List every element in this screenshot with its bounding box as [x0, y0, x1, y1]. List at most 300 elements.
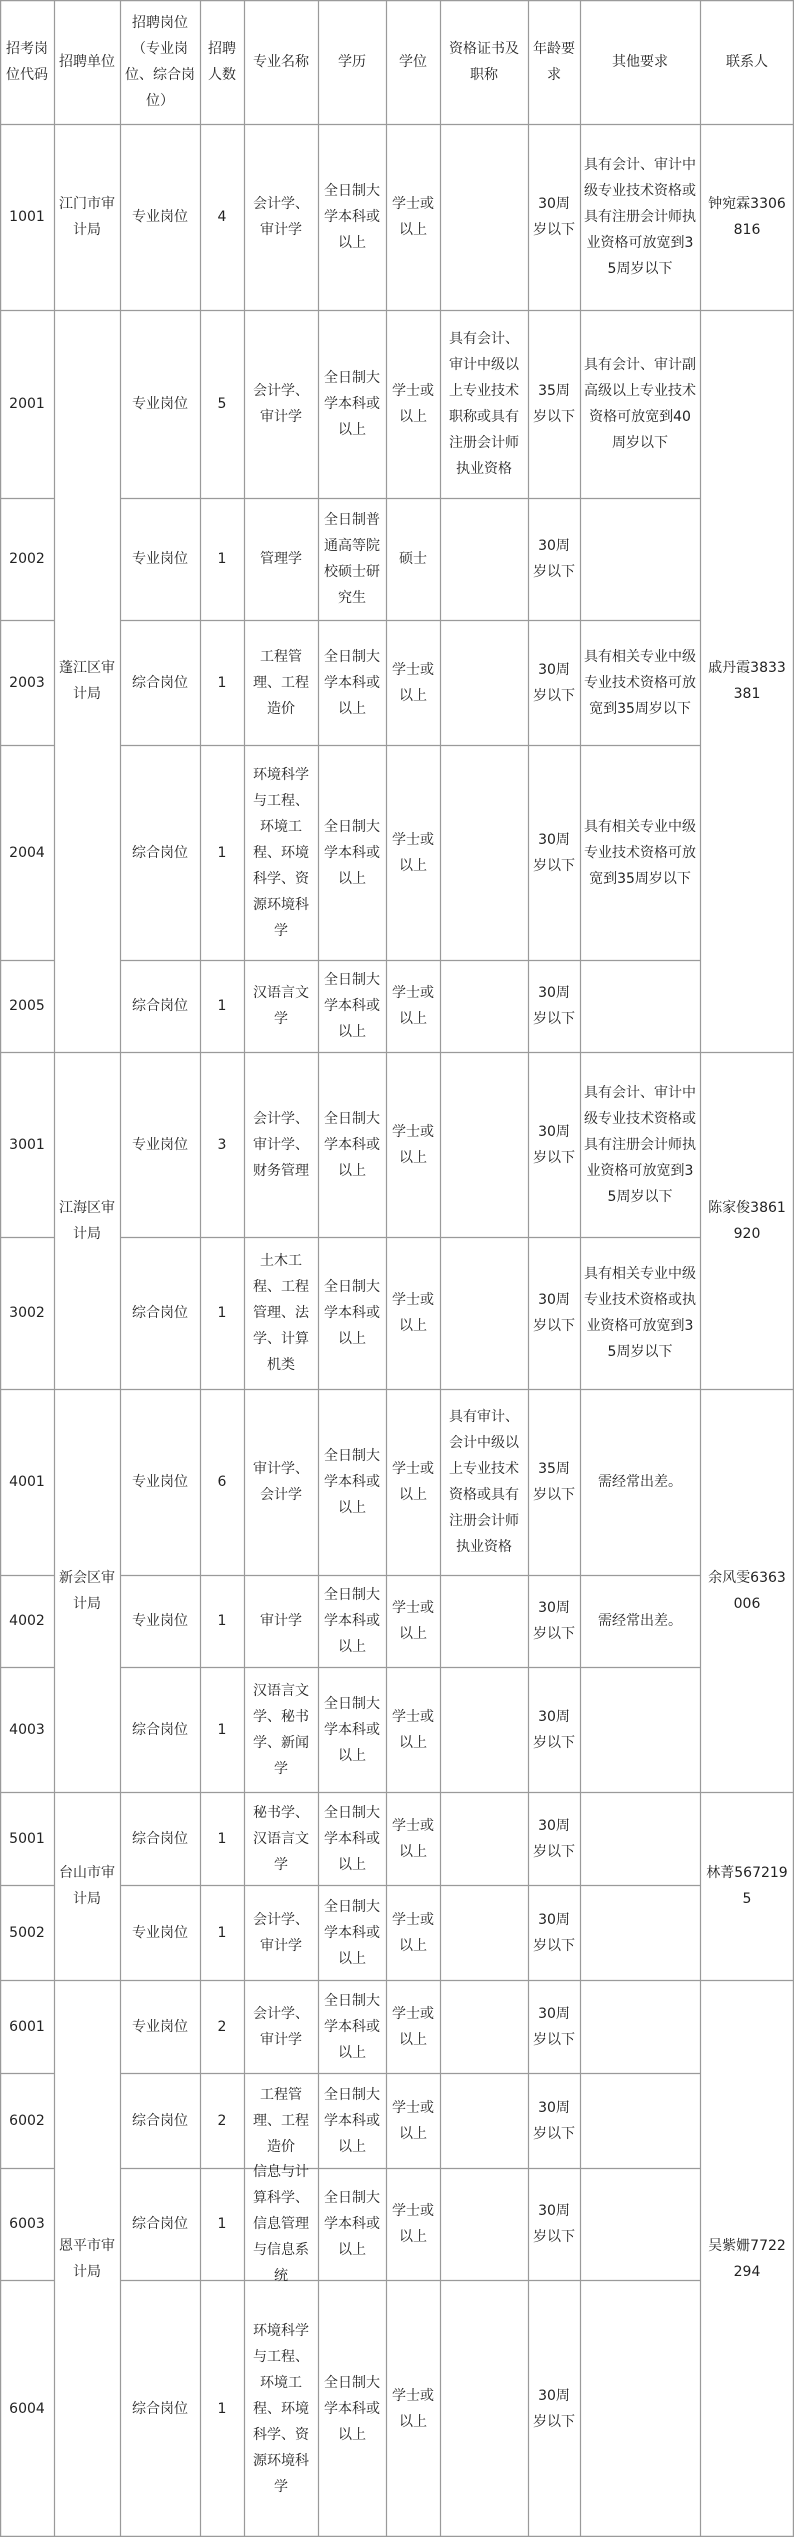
cell-age-text: 30周岁以下	[533, 2099, 575, 2142]
cell-count	[200, 1237, 244, 1389]
cell-degree-text: 学士或以上	[392, 196, 434, 238]
cell-age-text: 30周岁以下	[533, 196, 575, 238]
cell-age-text: 30周岁以下	[533, 1911, 575, 1954]
cell-position-text: 综合岗位	[132, 2112, 188, 2129]
cell-position	[120, 960, 200, 1052]
cell-position-text: 综合岗位	[132, 998, 188, 1014]
cell-position-text: 综合岗位	[132, 2400, 188, 2417]
cell-age-text: 30周岁以下	[533, 661, 575, 704]
cell-code-text: 1001	[9, 209, 45, 225]
header-contact-text: 联系人	[726, 54, 768, 70]
cell-count-text: 2	[217, 2018, 227, 2035]
cell-education-text: 全日制大学本科或以上	[324, 370, 380, 438]
cell-education-text: 全日制普通高等院校硕士研究生	[324, 512, 380, 606]
cell-position	[120, 745, 200, 960]
cell-position	[120, 1792, 200, 1885]
cell-major	[244, 960, 318, 1052]
cell-degree-text: 学士或以上	[392, 1123, 434, 1166]
cell-code-text: 2005	[9, 998, 45, 1014]
cell-certificate	[440, 2073, 528, 2168]
cell-count	[200, 2073, 244, 2168]
unit-name	[54, 1389, 120, 1792]
cell-code	[0, 1885, 54, 1980]
cell-code-text: 6001	[9, 2018, 45, 2035]
cell-degree-text: 学士或以上	[392, 1708, 434, 1751]
cell-major-text: 信息与计算科学、信息管理与信息系统	[253, 2164, 309, 2284]
header-age	[528, 0, 580, 124]
cell-degree-text: 学士或以上	[392, 831, 434, 874]
cell-certificate	[440, 620, 528, 745]
cell-position-text: 专业岗位	[132, 1136, 188, 1153]
unit-contact-text: 陈家俊3861920	[708, 1199, 786, 1242]
unit-name	[54, 310, 120, 1052]
cell-position	[120, 1052, 200, 1237]
cell-age-text: 30周岁以下	[533, 2387, 575, 2430]
cell-code	[0, 2168, 54, 2280]
cell-code-text: 4003	[9, 1721, 45, 1738]
header-age-text: 年龄要求	[533, 41, 575, 83]
header-count	[200, 0, 244, 124]
cell-other	[580, 124, 700, 310]
cell-code	[0, 1980, 54, 2073]
cell-certificate	[440, 1389, 528, 1575]
cell-count-text: 5	[217, 396, 227, 412]
cell-other	[580, 1885, 700, 1980]
cell-degree	[386, 1980, 440, 2073]
cell-position	[120, 1575, 200, 1667]
cell-degree	[386, 1575, 440, 1667]
cell-education	[318, 310, 386, 498]
cell-major-text: 审计学、会计学	[253, 1461, 309, 1503]
unit-name-text: 台山市审计局	[59, 1865, 115, 1907]
unit-contact	[700, 1980, 794, 2537]
unit-contact-text: 戚丹霞3833381	[708, 660, 786, 702]
unit-name-text: 江海区审计局	[59, 1199, 115, 1242]
cell-major-text: 会计学、审计学	[253, 1911, 309, 1954]
cell-major-text: 环境科学与工程、环境工程、环境科学、资源环境科学	[253, 766, 309, 939]
cell-education-text: 全日制大学本科或以上	[324, 1804, 380, 1873]
cell-code-text: 2003	[9, 674, 45, 691]
unit-contact-text: 余风雯6363006	[708, 1569, 786, 1612]
header-position-text: 招聘岗位（专业岗位、综合岗位）	[125, 15, 195, 109]
cell-major	[244, 620, 318, 745]
cell-education	[318, 1052, 386, 1237]
cell-degree-text: 学士或以上	[392, 1461, 434, 1503]
cell-age	[528, 1389, 580, 1575]
unit-name-text: 蓬江区审计局	[59, 660, 115, 702]
cell-degree-text: 学士或以上	[392, 985, 434, 1027]
cell-count-text: 6	[217, 1474, 227, 1490]
cell-position-text: 专业岗位	[132, 1924, 188, 1941]
unit-contact-text: 钟宛霖3306816	[708, 196, 786, 238]
cell-other	[580, 2168, 700, 2280]
cell-education	[318, 498, 386, 620]
cell-other	[580, 1575, 700, 1667]
header-contact	[700, 0, 794, 124]
cell-position-text: 综合岗位	[132, 1830, 188, 1847]
cell-age	[528, 1792, 580, 1885]
cell-degree	[386, 498, 440, 620]
cell-other	[580, 498, 700, 620]
cell-age-text: 30周岁以下	[533, 985, 575, 1027]
cell-major	[244, 2164, 318, 2284]
cell-code-text: 3002	[9, 1305, 45, 1321]
cell-education-text: 全日制大学本科或以上	[324, 1587, 380, 1655]
cell-count	[200, 1389, 244, 1575]
cell-education	[318, 1885, 386, 1980]
cell-degree	[386, 1885, 440, 1980]
cell-education	[318, 2073, 386, 2168]
cell-other-text: 具有会计、审计副高级以上专业技术资格可放宽到40周岁以下	[584, 357, 696, 451]
cell-count-text: 1	[217, 2400, 227, 2417]
cell-education-text: 全日制大学本科或以上	[324, 1898, 380, 1967]
cell-degree-text: 学士或以上	[392, 2099, 434, 2142]
cell-education-text: 全日制大学本科或以上	[324, 648, 380, 717]
header-certificate-text: 资格证书及职称	[449, 41, 519, 83]
header-unit-text: 招聘单位	[59, 54, 115, 70]
header-degree	[386, 0, 440, 124]
cell-education-text: 全日制大学本科或以上	[324, 1695, 380, 1764]
cell-degree-text: 学士或以上	[392, 2203, 434, 2245]
cell-major-text: 会计学、审计学	[253, 383, 309, 425]
cell-major-text: 土木工程、工程管理、法学、计算机类	[253, 1253, 309, 1373]
cell-other	[580, 1792, 700, 1885]
cell-code	[0, 1667, 54, 1792]
cell-code-text: 4001	[9, 1474, 45, 1490]
cell-major	[244, 2073, 318, 2168]
cell-code-text: 2002	[9, 551, 45, 567]
cell-count	[200, 310, 244, 498]
cell-age	[528, 2168, 580, 2280]
cell-education-text: 全日制大学本科或以上	[324, 1279, 380, 1347]
cell-certificate	[440, 745, 528, 960]
cell-age-text: 35周岁以下	[533, 383, 575, 425]
cell-code	[0, 124, 54, 310]
cell-count	[200, 1980, 244, 2073]
cell-education	[318, 745, 386, 960]
cell-position-text: 专业岗位	[132, 2018, 188, 2035]
cell-position-text: 专业岗位	[132, 396, 188, 412]
cell-education	[318, 1389, 386, 1575]
cell-certificate	[440, 498, 528, 620]
unit-contact-text: 吴紫姗7722294	[708, 2237, 786, 2280]
cell-age	[528, 960, 580, 1052]
unit-contact	[700, 1389, 794, 1792]
cell-other	[580, 1237, 700, 1389]
cell-position-text: 综合岗位	[132, 1721, 188, 1738]
cell-count-text: 4	[217, 209, 227, 225]
cell-count-text: 1	[217, 998, 227, 1014]
cell-other	[580, 745, 700, 960]
header-certificate	[440, 0, 528, 124]
cell-major	[244, 1389, 318, 1575]
header-major-text: 专业名称	[253, 54, 309, 70]
cell-degree	[386, 2168, 440, 2280]
unit-name	[54, 1052, 120, 1389]
cell-major-text: 会计学、审计学	[253, 196, 309, 238]
cell-count	[200, 1792, 244, 1885]
cell-age	[528, 745, 580, 960]
unit-name-text: 恩平市审计局	[59, 2237, 115, 2280]
unit-contact	[700, 124, 794, 310]
cell-certificate	[440, 1667, 528, 1792]
cell-position	[120, 310, 200, 498]
cell-code	[0, 2073, 54, 2168]
cell-certificate-text: 具有会计、审计中级以上专业技术职称或具有注册会计师执业资格	[449, 331, 519, 477]
cell-code-text: 2001	[9, 396, 45, 412]
cell-position-text: 专业岗位	[132, 1474, 188, 1490]
cell-count	[200, 1052, 244, 1237]
cell-age-text: 30周岁以下	[533, 2005, 575, 2048]
cell-age-text: 30周岁以下	[533, 1817, 575, 1860]
cell-major	[244, 1980, 318, 2073]
cell-major-text: 会计学、审计学	[253, 2005, 309, 2048]
cell-position	[120, 2073, 200, 2168]
cell-code	[0, 498, 54, 620]
cell-other	[580, 1389, 700, 1575]
cell-code-text: 3001	[9, 1136, 45, 1153]
cell-major	[244, 1237, 318, 1389]
cell-degree	[386, 1389, 440, 1575]
cell-position	[120, 1667, 200, 1792]
cell-degree	[386, 310, 440, 498]
cell-education-text: 全日制大学本科或以上	[324, 1992, 380, 2061]
cell-code	[0, 1792, 54, 1885]
unit-name	[54, 1792, 120, 1980]
cell-code-text: 5002	[9, 1924, 45, 1941]
cell-major	[244, 1052, 318, 1237]
cell-degree	[386, 124, 440, 310]
cell-other-text: 具有相关专业中级专业技术资格或执业资格可放宽到35周岁以下	[584, 1266, 696, 1360]
cell-age	[528, 498, 580, 620]
cell-code	[0, 745, 54, 960]
cell-certificate	[440, 960, 528, 1052]
cell-count-text: 1	[217, 1721, 227, 1738]
cell-education	[318, 2168, 386, 2280]
cell-count	[200, 960, 244, 1052]
cell-education	[318, 960, 386, 1052]
cell-age-text: 30周岁以下	[533, 1708, 575, 1751]
cell-age	[528, 1980, 580, 2073]
cell-major-text: 汉语言文学、秘书学、新闻学	[253, 1682, 309, 1777]
header-other	[580, 0, 700, 124]
unit-name-text: 新会区审计局	[59, 1569, 115, 1612]
cell-major	[244, 1885, 318, 1980]
cell-code	[0, 1575, 54, 1667]
cell-count-text: 2	[217, 2112, 227, 2129]
unit-contact	[700, 310, 794, 1052]
cell-degree	[386, 2073, 440, 2168]
cell-education	[318, 1792, 386, 1885]
cell-other	[580, 620, 700, 745]
cell-count	[200, 1667, 244, 1792]
cell-degree-text: 硕士	[399, 551, 427, 567]
cell-other	[580, 1052, 700, 1237]
cell-certificate	[440, 2280, 528, 2537]
cell-certificate	[440, 1575, 528, 1667]
cell-count-text: 1	[217, 1830, 227, 1847]
cell-degree	[386, 1237, 440, 1389]
cell-position	[120, 1237, 200, 1389]
cell-certificate	[440, 1885, 528, 1980]
cell-count	[200, 2280, 244, 2537]
cell-position	[120, 498, 200, 620]
cell-education	[318, 124, 386, 310]
cell-degree	[386, 960, 440, 1052]
cell-major	[244, 310, 318, 498]
cell-position-text: 综合岗位	[132, 2216, 188, 2232]
cell-code	[0, 1052, 54, 1237]
header-other-text: 其他要求	[612, 54, 668, 70]
cell-position	[120, 1885, 200, 1980]
cell-code-text: 6002	[9, 2112, 45, 2129]
unit-contact	[700, 1052, 794, 1389]
cell-education-text: 全日制大学本科或以上	[324, 183, 380, 251]
cell-code-text: 2004	[9, 844, 45, 861]
cell-education-text: 全日制大学本科或以上	[324, 2086, 380, 2155]
cell-education	[318, 1575, 386, 1667]
cell-other-text: 需经常出差。	[598, 1474, 682, 1490]
header-education-text: 学历	[338, 54, 366, 70]
cell-major-text: 会计学、审计学、财务管理	[253, 1110, 309, 1179]
cell-age-text: 30周岁以下	[533, 1600, 575, 1642]
cell-degree-text: 学士或以上	[392, 383, 434, 425]
cell-degree-text: 学士或以上	[392, 2005, 434, 2048]
cell-position	[120, 2280, 200, 2537]
cell-certificate	[440, 1980, 528, 2073]
cell-major	[244, 1792, 318, 1885]
header-position	[120, 0, 200, 124]
header-code	[0, 0, 54, 124]
cell-code-text: 6003	[9, 2216, 45, 2232]
cell-count-text: 3	[217, 1136, 227, 1153]
cell-code	[0, 1237, 54, 1389]
cell-count-text: 1	[217, 551, 227, 567]
cell-degree-text: 学士或以上	[392, 661, 434, 704]
cell-age	[528, 1052, 580, 1237]
cell-position-text: 专业岗位	[132, 1613, 188, 1629]
cell-degree-text: 学士或以上	[392, 2387, 434, 2430]
cell-major	[244, 1667, 318, 1792]
cell-certificate	[440, 124, 528, 310]
cell-degree	[386, 1792, 440, 1885]
cell-degree-text: 学士或以上	[392, 1817, 434, 1860]
cell-other	[580, 2280, 700, 2537]
cell-count	[200, 1575, 244, 1667]
cell-position	[120, 620, 200, 745]
cell-major	[244, 1575, 318, 1667]
cell-age	[528, 1885, 580, 1980]
cell-position	[120, 124, 200, 310]
cell-major-text: 秘书学、汉语言文学	[253, 1804, 309, 1873]
cell-count-text: 1	[217, 1924, 227, 1941]
cell-major	[244, 745, 318, 960]
cell-count	[200, 745, 244, 960]
cell-degree	[386, 745, 440, 960]
cell-education-text: 全日制大学本科或以上	[324, 972, 380, 1040]
cell-major-text: 工程管理、工程造价	[253, 648, 309, 717]
cell-degree-text: 学士或以上	[392, 1292, 434, 1334]
cell-other-text: 具有会计、审计中级专业技术资格或具有注册会计师执业资格可放宽到35周岁以下	[584, 1084, 696, 1205]
cell-position-text: 专业岗位	[132, 551, 188, 567]
cell-count	[200, 1885, 244, 1980]
cell-count	[200, 498, 244, 620]
cell-age	[528, 1667, 580, 1792]
cell-education	[318, 1237, 386, 1389]
cell-age	[528, 124, 580, 310]
cell-degree-text: 学士或以上	[392, 1911, 434, 1954]
cell-age-text: 35周岁以下	[533, 1461, 575, 1503]
cell-count	[200, 124, 244, 310]
cell-education-text: 全日制大学本科或以上	[324, 1110, 380, 1179]
cell-education-text: 全日制大学本科或以上	[324, 2190, 380, 2258]
cell-age-text: 30周岁以下	[533, 831, 575, 874]
cell-count-text: 1	[217, 2216, 227, 2232]
cell-count-text: 1	[217, 1613, 227, 1629]
cell-major	[244, 498, 318, 620]
cell-age	[528, 2280, 580, 2537]
cell-degree	[386, 1667, 440, 1792]
cell-other	[580, 1667, 700, 1792]
cell-major-text: 环境科学与工程、环境工程、环境科学、资源环境科学	[253, 2322, 309, 2495]
cell-certificate	[440, 310, 528, 498]
cell-count	[200, 620, 244, 745]
cell-education-text: 全日制大学本科或以上	[324, 2374, 380, 2443]
cell-other-text: 需经常出差。	[598, 1613, 682, 1629]
cell-major	[244, 2280, 318, 2537]
cell-position	[120, 1980, 200, 2073]
cell-age	[528, 1575, 580, 1667]
cell-education	[318, 620, 386, 745]
cell-other-text: 具有会计、审计中级专业技术资格或具有注册会计师执业资格可放宽到35周岁以下	[584, 157, 696, 277]
unit-contact	[700, 1792, 794, 1980]
cell-other	[580, 1980, 700, 2073]
cell-major-text: 管理学	[260, 551, 302, 567]
cell-count-text: 1	[217, 844, 227, 861]
cell-other	[580, 2073, 700, 2168]
cell-major-text: 审计学	[260, 1613, 302, 1629]
cell-position	[120, 2168, 200, 2280]
cell-position-text: 专业岗位	[132, 209, 188, 225]
cell-code	[0, 310, 54, 498]
cell-certificate	[440, 1237, 528, 1389]
cell-age-text: 30周岁以下	[533, 1292, 575, 1334]
unit-name	[54, 124, 120, 310]
cell-major	[244, 124, 318, 310]
header-degree-text: 学位	[399, 54, 427, 70]
cell-certificate	[440, 1052, 528, 1237]
cell-age	[528, 2073, 580, 2168]
cell-major-text: 汉语言文学	[253, 985, 309, 1027]
cell-age-text: 30周岁以下	[533, 1123, 575, 1166]
cell-certificate-text: 具有审计、会计中级以上专业技术资格或具有注册会计师执业资格	[449, 1409, 519, 1555]
cell-education	[318, 1667, 386, 1792]
cell-age-text: 30周岁以下	[533, 2203, 575, 2245]
cell-other-text: 具有相关专业中级专业技术资格可放宽到35周岁以下	[584, 648, 696, 717]
header-unit	[54, 0, 120, 124]
cell-degree	[386, 2280, 440, 2537]
cell-certificate	[440, 2168, 528, 2280]
cell-code	[0, 620, 54, 745]
cell-other	[580, 310, 700, 498]
cell-other-text: 具有相关专业中级专业技术资格可放宽到35周岁以下	[584, 818, 696, 887]
cell-age	[528, 1237, 580, 1389]
cell-other	[580, 960, 700, 1052]
cell-code	[0, 1389, 54, 1575]
cell-age	[528, 310, 580, 498]
cell-major-text: 工程管理、工程造价	[253, 2086, 309, 2155]
cell-degree	[386, 1052, 440, 1237]
